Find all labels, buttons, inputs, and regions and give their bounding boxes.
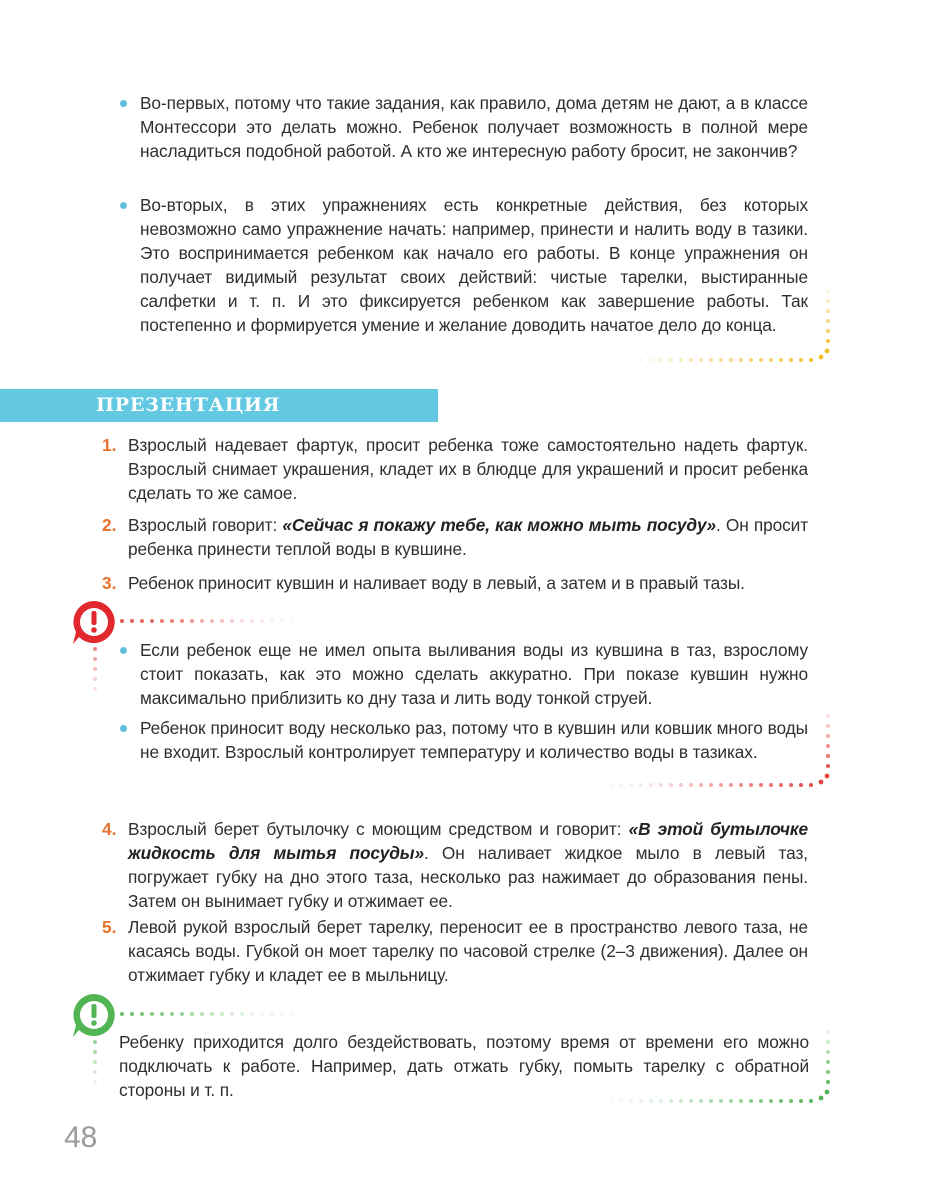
red-dotted-line-left	[90, 645, 100, 695]
bullet-dot	[120, 202, 127, 209]
step-text: Ребенок приносит кувшин и наливает воду в левый, а затем и в правый тазы.	[128, 573, 745, 593]
step-number: 3.	[102, 573, 117, 593]
page-number: 48	[64, 1121, 98, 1154]
step-quote: «Сейчас я покажу тебе, как можно мыть посуду»	[282, 515, 717, 535]
note-text: Ребенку приходится долго бездействовать, поэтому время от времени его можно подключать к работе. Например, дать отжать губку, помыть тарелку с обратной стороны и т. п.	[119, 1032, 809, 1100]
intro-bullet-text: Во-первых, потому что такие задания, как правило, дома детям не дают, а в классе Монтессори это делать можно. Ребенок получает возможность в полной мере насладиться подобной работой. А кто же интересную работу бросит, не закончив?	[140, 93, 808, 161]
red-dotted-line-top	[118, 617, 318, 625]
step-number: 5.	[102, 917, 117, 937]
step-text-after: . Он просит ребенка принести теплой воды в кувшине.	[128, 515, 809, 559]
step-4	[102, 817, 809, 913]
section-banner	[0, 389, 438, 422]
green-dotted-corner-decoration	[595, 1028, 835, 1108]
intro-bullet-1	[140, 91, 808, 163]
green-dotted-line-left	[90, 1038, 100, 1088]
step-text: Левой рукой взрослый берет тарелку, переносит ее в пространство левого таза, не касаясь воды. Губкой он моет тарелку по часовой стрелке (2–3 движения). Далее он отжимает губку и кладет ее в мыльницу.	[128, 917, 808, 985]
bullet-dot	[120, 100, 127, 107]
bullet-dot	[120, 725, 127, 732]
step-number: 1.	[102, 435, 117, 455]
step-5	[102, 915, 808, 987]
warning-exclamation-icon	[70, 598, 120, 648]
note-exclamation-icon	[70, 991, 120, 1041]
intro-bullet-text: Во-вторых, в этих упражнениях есть конкретные действия, без которых невозможно само упражнение начать: например, принести и налить воду в тазики. Это воспринимается ребенком как начало его работы. В конце упражнения он получает видимый результат своих действий: чистые тарелки, выстиранные салфетки и т. п. И это фиксируется ребенком как завершение работы. Так постепенно и формируется умение и желание доводить начатое дело до конца.	[140, 195, 808, 335]
warning-bullet-text: Ребенок приносит воду несколько раз, потому что в кувшин или ковшик много воды не входит. Взрослый контролирует температуру и количество воды в тазиках.	[140, 718, 808, 762]
red-dotted-corner-decoration	[595, 712, 835, 792]
step-text-after: . Он наливает жидкое мыло в левый таз, погружает губку на дно этого таза, несколько раз нажимает до образования пены. Затем он вынимает губку и отжимает ее.	[128, 843, 808, 911]
section-title: ПРЕЗЕНТАЦИЯ	[96, 394, 281, 416]
step-number: 2.	[102, 515, 117, 535]
warning-bullet-1	[140, 638, 808, 710]
step-text: Взрослый говорит:	[128, 515, 283, 535]
warning-bullet-text: Если ребенок еще не имел опыта выливания воды из кувшина в таз, взрослому стоит показать, как это можно сделать аккуратно. При показе кувшин нужно максимально приблизить ко дну таза и лить воду тонкой струей.	[140, 640, 808, 708]
step-1	[102, 433, 808, 505]
green-dotted-line-top	[118, 1010, 318, 1018]
bullet-dot	[120, 647, 127, 654]
step-3	[102, 571, 808, 595]
step-number: 4.	[102, 819, 117, 839]
step-text: Взрослый надевает фартук, просит ребенка тоже самостоятельно надеть фартук. Взрослый снимает украшения, кладет их в блюдце для украшений и просит ребенка сделать то же самое.	[128, 435, 808, 503]
yellow-dotted-corner-decoration	[595, 285, 835, 365]
step-2	[102, 513, 809, 561]
step-text: Взрослый берет бутылочку с моющим средством и говорит:	[128, 819, 629, 839]
step-quote: «В этой бутылочке жидкость для мытья посуды»	[128, 819, 809, 863]
